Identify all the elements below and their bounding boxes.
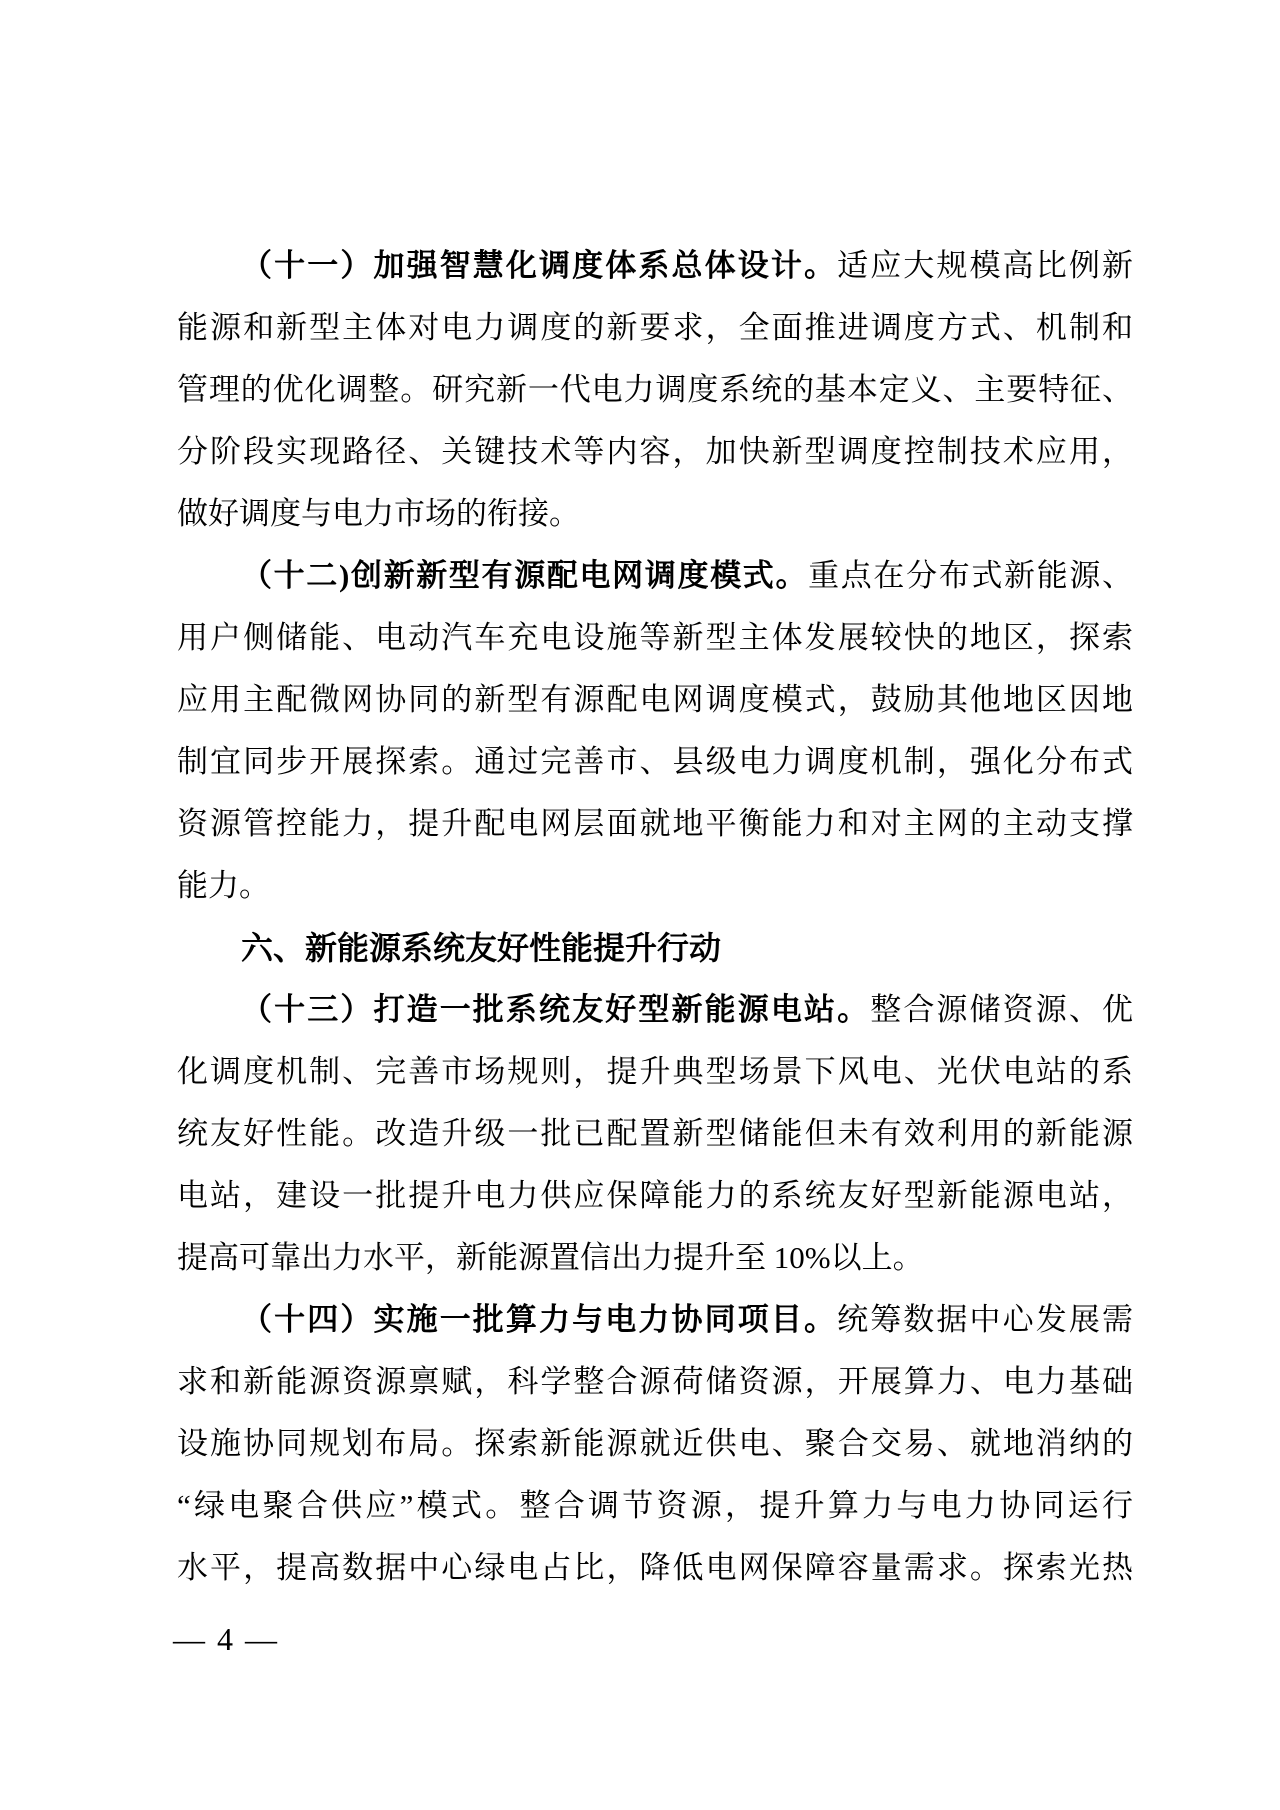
para-14-line-1-rest: 统筹数据中心发展需 (837, 1302, 1134, 1337)
para-13-line-2: 化调度机制、完善市场规则，提升典型场景下风电、光伏电站的系 (177, 1054, 1133, 1089)
para-14-line-3: 设施协同规划布局。探索新能源就近供电、聚合交易、就地消纳的 (177, 1426, 1133, 1461)
para-11-lead: （十一）加强智慧化调度体系总体设计。 (241, 248, 838, 283)
para-14-line-4: “绿电聚合供应”模式。整合调节资源，提升算力与电力协同运行 (177, 1488, 1133, 1523)
page-number: — 4 — (173, 1621, 279, 1657)
para-12-line-4: 制宜同步开展探索。通过完善市、县级电力调度机制，强化分布式 (177, 744, 1133, 779)
para-13-line-5: 提高可靠出力水平，新能源置信出力提升至 10%以上。 (177, 1240, 924, 1275)
document-body (177, 235, 1133, 1599)
para-12-line-1-rest: 重点在分布式新能源、 (808, 558, 1133, 593)
para-13-line-1-rest: 整合源储资源、优 (870, 992, 1134, 1027)
para-13-lead: （十三）打造一批系统友好型新能源电站。 (241, 992, 871, 1027)
para-12-line-5: 资源管控能力，提升配电网层面就地平衡能力和对主网的主动支撑 (177, 806, 1133, 841)
para-12-line-6: 能力。 (177, 868, 270, 903)
para-11-line-2: 能源和新型主体对电力调度的新要求，全面推进调度方式、机制和 (177, 310, 1133, 345)
para-11-line-5: 做好调度与电力市场的衔接。 (177, 496, 580, 531)
para-12-line-2: 用户侧储能、电动汽车充电设施等新型主体发展较快的地区，探索 (177, 620, 1133, 655)
para-14-line-1 (177, 1289, 1133, 1351)
para-12-lead: （十二)创新新型有源配电网调度模式。 (241, 558, 809, 593)
para-13-line-4: 电站，建设一批提升电力供应保障能力的系统友好型新能源电站， (177, 1178, 1133, 1213)
para-11-line-1 (177, 235, 1133, 297)
para-12-line-1 (177, 545, 1133, 607)
para-14-lead: （十四）实施一批算力与电力协同项目。 (241, 1302, 838, 1337)
para-11-line-4: 分阶段实现路径、关键技术等内容，加快新型调度控制技术应用， (177, 434, 1133, 469)
para-14-line-5: 水平，提高数据中心绿电占比，降低电网保障容量需求。探索光热 (177, 1550, 1133, 1585)
para-12-line-3: 应用主配微网协同的新型有源配电网调度模式，鼓励其他地区因地 (177, 682, 1133, 717)
section-6-heading: 六、新能源系统友好性能提升行动 (241, 930, 722, 966)
para-14-line-2: 求和新能源资源禀赋，科学整合源荷储资源，开展算力、电力基础 (177, 1364, 1133, 1399)
para-11-line-3: 管理的优化调整。研究新一代电力调度系统的基本定义、主要特征、 (177, 372, 1133, 407)
para-13-line-3: 统友好性能。改造升级一批已配置新型储能但未有效利用的新能源 (177, 1116, 1133, 1151)
para-11-line-1-rest: 适应大规模高比例新 (837, 248, 1134, 283)
para-13-line-1 (177, 979, 1133, 1041)
